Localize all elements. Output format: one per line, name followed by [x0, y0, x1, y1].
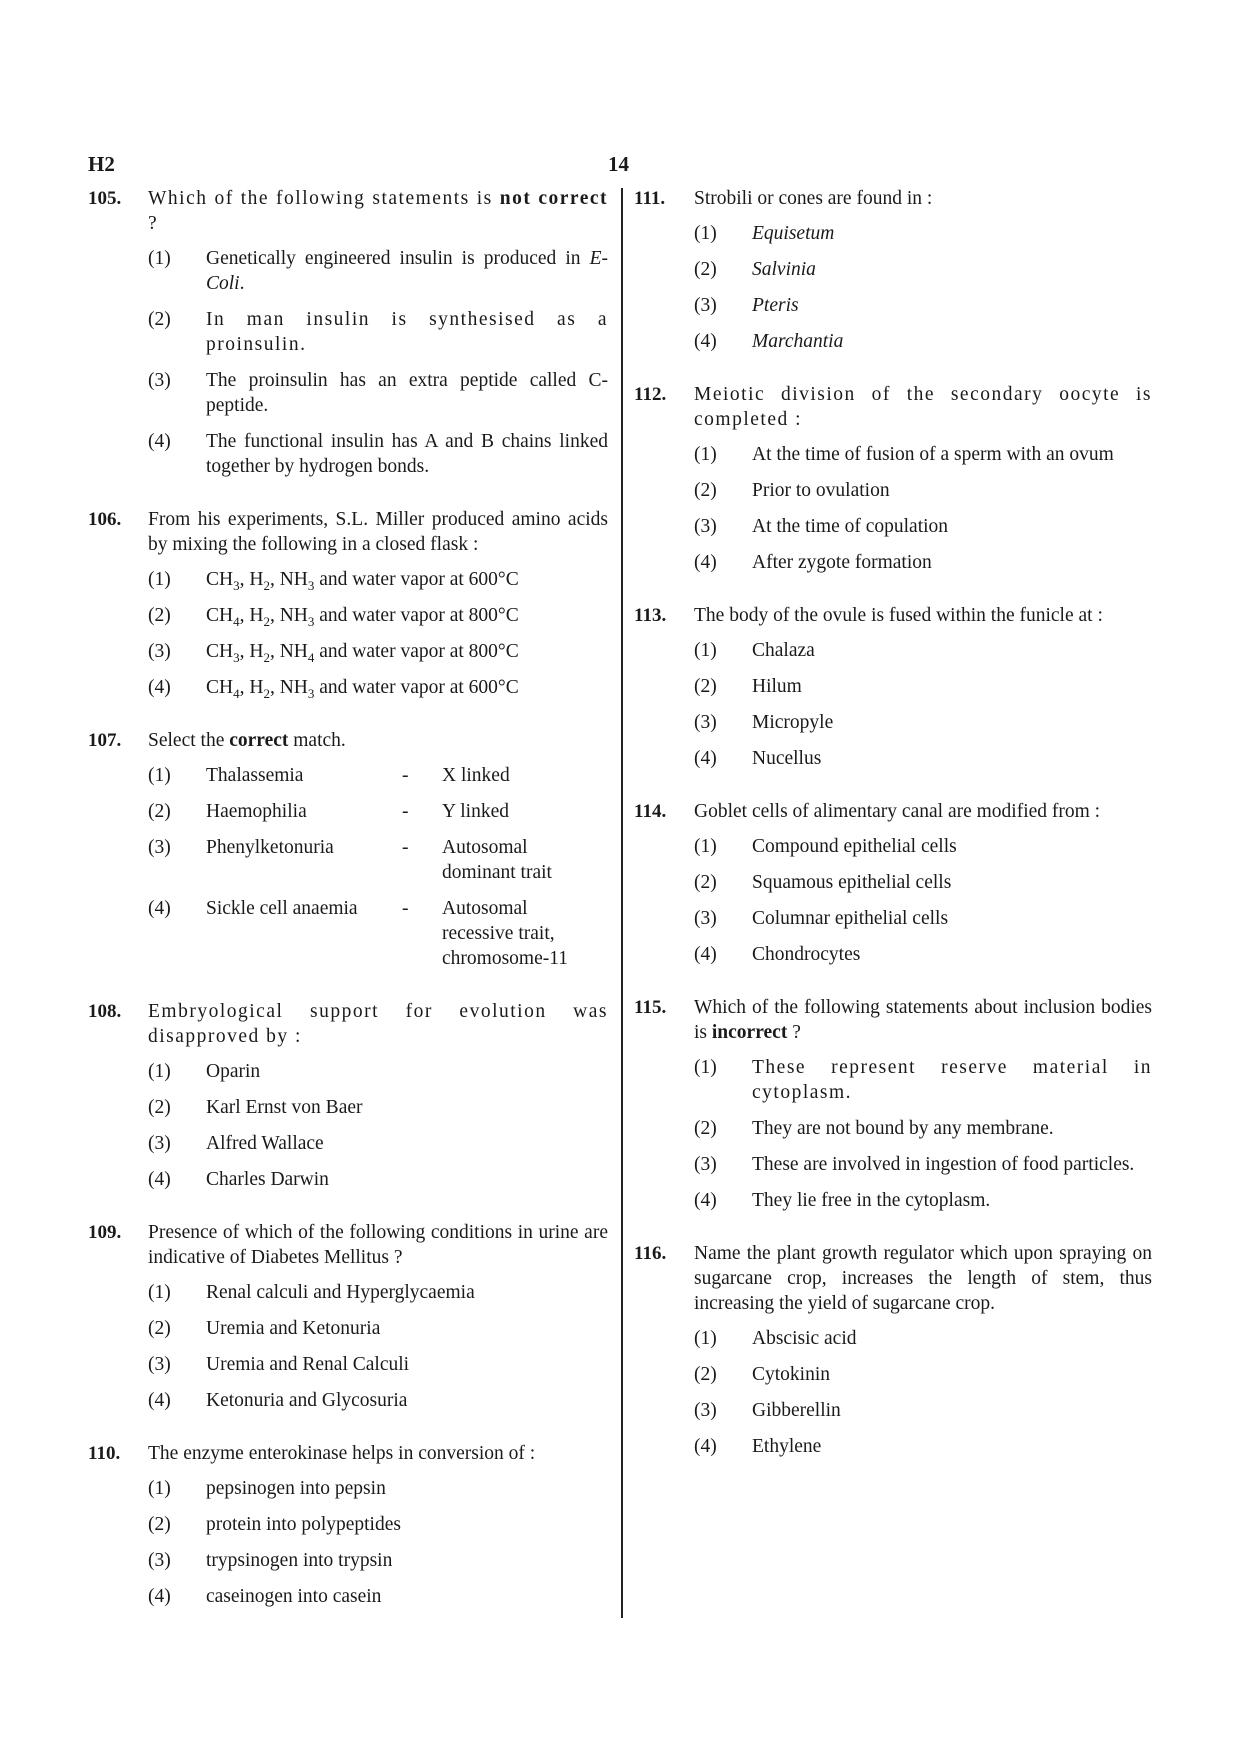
- option-2[interactable]: [694, 257, 1152, 282]
- question-116: [634, 1241, 1152, 1459]
- option-label: (4): [694, 1190, 717, 1211]
- option-1[interactable]: [148, 1476, 608, 1501]
- option-text: The functional insulin has A and B chains linked together by hydrogen bonds.: [206, 431, 608, 477]
- option-label: (4): [148, 1586, 171, 1607]
- option-text: $CH_4$, $H_2$, $NH_3$ and water vapor at 600°C: [206, 677, 519, 701]
- left-column: [88, 186, 608, 1637]
- match-term: Sickle cell anaemia: [206, 898, 358, 919]
- option-1[interactable]: [694, 834, 1152, 859]
- option-4[interactable]: [148, 429, 608, 479]
- question-number: 109.: [88, 1222, 122, 1243]
- option-label: (3): [694, 1154, 717, 1175]
- options: [694, 638, 1152, 771]
- option-text: Oparin: [206, 1061, 261, 1082]
- question-text: Meiotic division of the secondary oocyte is completed :: [694, 384, 1152, 430]
- question-112: [634, 382, 1152, 575]
- option-text: They lie free in the cytoplasm.: [752, 1190, 991, 1211]
- question-115: [634, 995, 1152, 1213]
- option-text: Squamous epithelial cells: [752, 872, 952, 893]
- options: [694, 1326, 1152, 1459]
- option-2[interactable]: [148, 1316, 608, 1341]
- option-label: (3): [694, 712, 717, 733]
- option-label: (2): [148, 801, 171, 822]
- option-text: caseinogen into casein: [206, 1586, 382, 1607]
- option-4[interactable]: [694, 942, 1152, 967]
- question-text: Which of the following statements is not correct ?: [148, 188, 608, 234]
- question-number: 111.: [634, 188, 666, 209]
- option-1[interactable]: [694, 1326, 1152, 1351]
- option-1[interactable]: [694, 442, 1152, 467]
- match-value: Y linked: [442, 801, 509, 822]
- question-114: [634, 799, 1152, 967]
- question-111: [634, 186, 1152, 354]
- option-3[interactable]: [148, 368, 608, 418]
- option-2[interactable]: [694, 478, 1152, 503]
- option-4[interactable]: [694, 1434, 1152, 1459]
- options: [694, 221, 1152, 354]
- option-1[interactable]: [694, 1055, 1152, 1105]
- option-label: (4): [148, 898, 171, 919]
- option-1[interactable]: [148, 763, 608, 788]
- option-label: (2): [148, 1097, 171, 1118]
- option-3[interactable]: [148, 835, 608, 885]
- options: [148, 567, 608, 700]
- option-text: protein into polypeptides: [206, 1514, 401, 1535]
- options: [148, 1280, 608, 1413]
- question-109: [88, 1220, 608, 1413]
- option-text: Pteris: [752, 295, 799, 316]
- option-text: Gibberellin: [752, 1400, 841, 1421]
- option-label: (2): [148, 1514, 171, 1535]
- option-3[interactable]: [694, 1398, 1152, 1423]
- option-1[interactable]: [148, 567, 608, 592]
- question-number: 108.: [88, 1001, 122, 1022]
- question-106: [88, 507, 608, 700]
- option-2[interactable]: [148, 1095, 608, 1120]
- option-4[interactable]: [694, 329, 1152, 354]
- option-label: (3): [148, 641, 171, 662]
- option-text: pepsinogen into pepsin: [206, 1478, 386, 1499]
- match-term: Thalassemia: [206, 765, 304, 786]
- question-110: [88, 1441, 608, 1609]
- option-text: Micropyle: [752, 712, 834, 733]
- option-2[interactable]: [694, 1362, 1152, 1387]
- options: [694, 834, 1152, 967]
- option-text: Compound epithelial cells: [752, 836, 957, 857]
- option-text: $CH_3$, $H_2$, $NH_3$ and water vapor at 600°C: [206, 569, 519, 593]
- option-text: Marchantia: [752, 331, 844, 352]
- option-text: Alfred Wallace: [206, 1133, 324, 1154]
- option-3[interactable]: [148, 1131, 608, 1156]
- option-label: (2): [694, 1118, 717, 1139]
- option-text: Uremia and Renal Calculi: [206, 1354, 410, 1375]
- option-label: (3): [694, 908, 717, 929]
- option-4[interactable]: [148, 1388, 608, 1413]
- question-number: 114.: [634, 801, 667, 822]
- option-4[interactable]: [694, 1188, 1152, 1213]
- question-number: 106.: [88, 509, 122, 530]
- option-4[interactable]: [148, 1584, 608, 1609]
- option-text: Uremia and Ketonuria: [206, 1318, 381, 1339]
- question-text: Embryological support for evolution was disapproved by :: [148, 1001, 608, 1047]
- option-label: (1): [694, 640, 717, 661]
- option-text: $CH_3$, $H_2$, $NH_4$ and water vapor at 800°C: [206, 641, 519, 665]
- option-label: (3): [148, 1133, 171, 1154]
- option-1[interactable]: [148, 1280, 608, 1305]
- options: [148, 763, 608, 971]
- option-3[interactable]: [148, 1548, 608, 1573]
- option-text: Ethylene: [752, 1436, 822, 1457]
- question-105: [88, 186, 608, 479]
- option-label: (2): [694, 676, 717, 697]
- option-text: In man insulin is synthesised as a proinsulin.: [206, 309, 608, 355]
- option-label: (3): [694, 295, 717, 316]
- question-108: [88, 999, 608, 1192]
- option-label: (4): [694, 748, 717, 769]
- option-label: (4): [148, 431, 171, 452]
- options: [694, 1055, 1152, 1213]
- option-text: Chalaza: [752, 640, 815, 661]
- option-label: (1): [694, 444, 717, 465]
- question-number: 116.: [634, 1243, 667, 1264]
- option-label: (4): [694, 1436, 717, 1457]
- question-text: Which of the following statements about inclusion bodies is incorrect ?: [694, 997, 1152, 1043]
- match-dash: -: [402, 837, 409, 858]
- right-column: [634, 186, 1152, 1487]
- option-text: The proinsulin has an extra peptide called C-peptide.: [206, 370, 608, 416]
- match-value: Autosomal recessive trait, chromosome-11: [442, 898, 568, 969]
- option-label: (1): [694, 836, 717, 857]
- option-label: (4): [694, 944, 717, 965]
- question-113: [634, 603, 1152, 771]
- question-text: The enzyme enterokinase helps in conversion of :: [148, 1443, 536, 1464]
- option-label: (4): [694, 331, 717, 352]
- option-label: (3): [148, 837, 171, 858]
- option-label: (1): [148, 1478, 171, 1499]
- option-label: (1): [694, 1057, 717, 1078]
- option-text: Hilum: [752, 676, 802, 697]
- match-dash: -: [402, 765, 409, 786]
- option-label: (4): [694, 552, 717, 573]
- option-1[interactable]: [694, 221, 1152, 246]
- option-label: (3): [148, 370, 171, 391]
- option-text: Salvinia: [752, 259, 816, 280]
- option-label: (1): [694, 1328, 717, 1349]
- option-text: Cytokinin: [752, 1364, 831, 1385]
- option-label: (1): [148, 765, 171, 786]
- option-label: (4): [148, 677, 171, 698]
- match-term: Phenylketonuria: [206, 837, 334, 858]
- option-1[interactable]: [148, 246, 608, 296]
- option-label: (4): [148, 1169, 171, 1190]
- question-text: Strobili or cones are found in :: [694, 188, 933, 209]
- option-3[interactable]: [148, 639, 608, 664]
- match-dash: -: [402, 898, 409, 919]
- option-text: Ketonuria and Glycosuria: [206, 1390, 408, 1411]
- question-text: Select the correct match.: [148, 730, 346, 751]
- option-label: (2): [694, 872, 717, 893]
- option-text: At the time of copulation: [752, 516, 949, 537]
- option-2[interactable]: [694, 870, 1152, 895]
- options: [694, 442, 1152, 575]
- option-3[interactable]: [694, 1152, 1152, 1177]
- match-dash: -: [402, 801, 409, 822]
- option-text: Abscisic acid: [752, 1328, 857, 1349]
- question-number: 105.: [88, 188, 122, 209]
- option-text: They are not bound by any membrane.: [752, 1118, 1054, 1139]
- question-number: 113.: [634, 605, 667, 626]
- option-text: Nucellus: [752, 748, 822, 769]
- option-text: Charles Darwin: [206, 1169, 329, 1190]
- question-number: 107.: [88, 730, 122, 751]
- option-label: (3): [148, 1354, 171, 1375]
- column-divider: [621, 188, 623, 1618]
- option-2[interactable]: [148, 1512, 608, 1537]
- option-label: (2): [148, 1318, 171, 1339]
- question-107: [88, 728, 608, 971]
- option-label: (3): [694, 516, 717, 537]
- option-4[interactable]: [148, 896, 608, 971]
- option-3[interactable]: [694, 293, 1152, 318]
- match-term: Haemophilia: [206, 801, 307, 822]
- option-label: (2): [694, 1364, 717, 1385]
- option-2[interactable]: [148, 603, 608, 628]
- option-text: These are involved in ingestion of food particles.: [752, 1154, 1135, 1175]
- options: [148, 1059, 608, 1192]
- option-2[interactable]: [148, 307, 608, 357]
- option-2[interactable]: [148, 799, 608, 824]
- option-text: Columnar epithelial cells: [752, 908, 949, 929]
- option-text: Renal calculi and Hyperglycaemia: [206, 1282, 475, 1303]
- option-2[interactable]: [694, 1116, 1152, 1141]
- question-text: Goblet cells of alimentary canal are modified from :: [694, 801, 1101, 822]
- option-label: (1): [148, 248, 171, 269]
- option-text: At the time of fusion of a sperm with an ovum: [752, 444, 1114, 465]
- option-label: (2): [694, 480, 717, 501]
- page-number: 14: [608, 152, 629, 176]
- option-text: Chondrocytes: [752, 944, 861, 965]
- question-text: Name the plant growth regulator which upon spraying on sugarcane crop, increases the length of stem, thus increasing the yield of sugarcane crop.: [694, 1243, 1152, 1314]
- option-3[interactable]: [148, 1352, 608, 1377]
- question-text: Presence of which of the following conditions in urine are indicative of Diabetes Mellitus ?: [148, 1222, 608, 1268]
- question-number: 112.: [634, 384, 667, 405]
- option-text: trypsinogen into trypsin: [206, 1550, 393, 1571]
- option-label: (3): [694, 1400, 717, 1421]
- question-number: 110.: [88, 1443, 121, 1464]
- question-text: From his experiments, S.L. Miller produced amino acids by mixing the following in a closed flask :: [148, 509, 608, 555]
- question-text: The body of the ovule is fused within the funicle at :: [694, 605, 1103, 626]
- options: [148, 246, 608, 479]
- option-3[interactable]: [694, 906, 1152, 931]
- option-1[interactable]: [694, 638, 1152, 663]
- paper-code: H2: [88, 152, 115, 176]
- option-text: $CH_4$, $H_2$, $NH_3$ and water vapor at 800°C: [206, 605, 519, 629]
- option-4[interactable]: [148, 1167, 608, 1192]
- option-label: (2): [694, 259, 717, 280]
- option-3[interactable]: [694, 710, 1152, 735]
- option-2[interactable]: [694, 674, 1152, 699]
- option-label: (1): [148, 569, 171, 590]
- option-text: Equisetum: [752, 223, 835, 244]
- option-3[interactable]: [694, 514, 1152, 539]
- option-text: After zygote formation: [752, 552, 932, 573]
- option-label: (3): [148, 1550, 171, 1571]
- option-label: (1): [148, 1282, 171, 1303]
- option-label: (4): [148, 1390, 171, 1411]
- option-text: Prior to ovulation: [752, 480, 890, 501]
- question-number: 115.: [634, 997, 667, 1018]
- option-label: (1): [148, 1061, 171, 1082]
- options: [148, 1476, 608, 1609]
- option-label: (1): [694, 223, 717, 244]
- option-text: Karl Ernst von Baer: [206, 1097, 363, 1118]
- option-label: (2): [148, 605, 171, 626]
- option-label: (2): [148, 309, 171, 330]
- option-4[interactable]: [694, 746, 1152, 771]
- option-1[interactable]: [148, 1059, 608, 1084]
- match-value: Autosomal dominant trait: [442, 837, 552, 883]
- option-4[interactable]: [694, 550, 1152, 575]
- option-text: Genetically engineered insulin is produced in E-Coli.: [206, 248, 608, 294]
- option-4[interactable]: [148, 675, 608, 700]
- match-value: X linked: [442, 765, 510, 786]
- option-text: These represent reserve material in cytoplasm.: [752, 1057, 1152, 1103]
